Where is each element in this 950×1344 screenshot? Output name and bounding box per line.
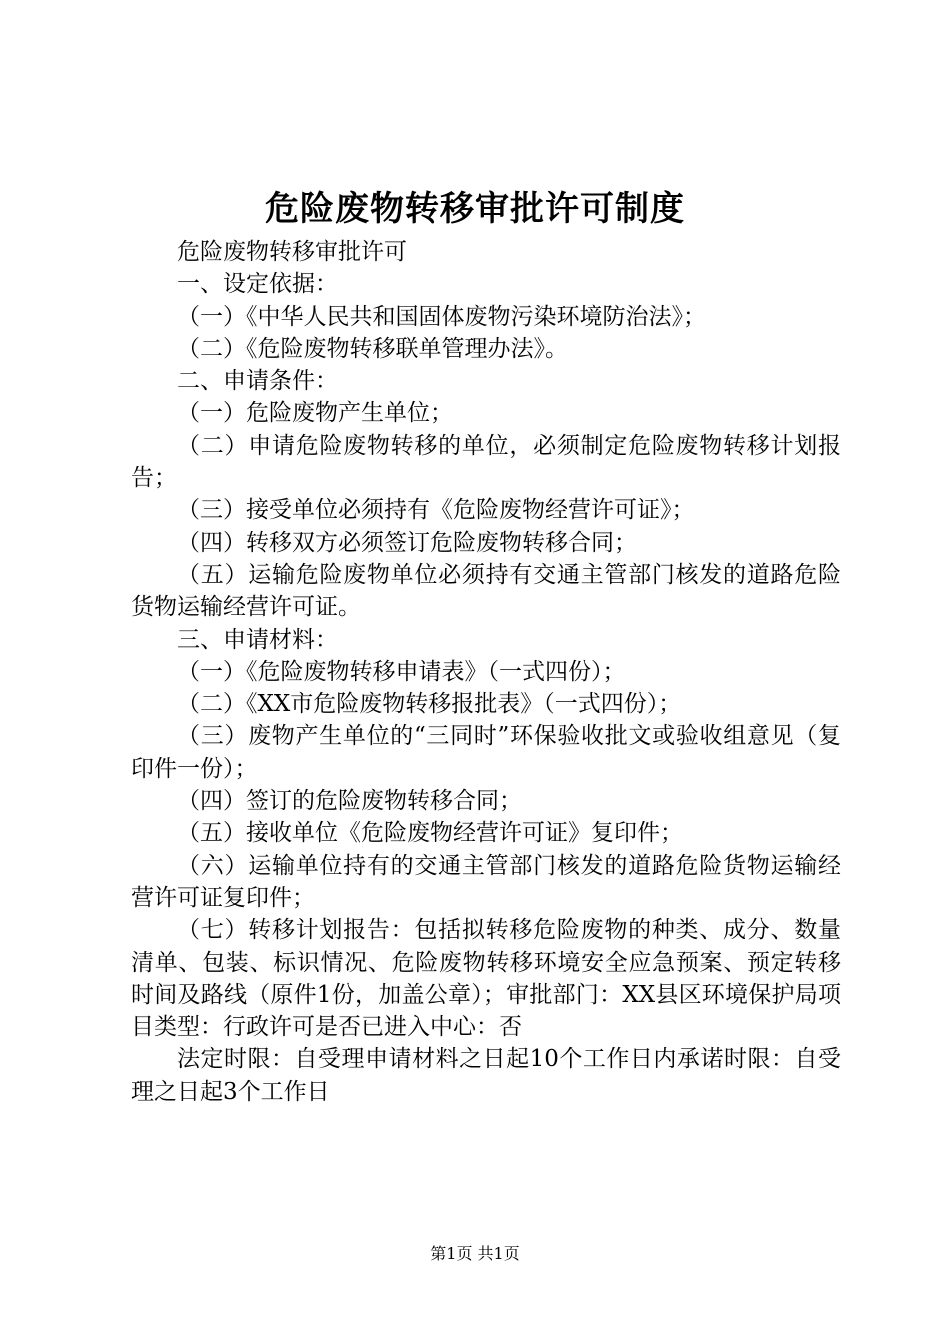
list-item: （二）《危险废物转移联单管理办法》。 xyxy=(177,335,568,362)
list-item: （三）废物产生单位的“三同时”环保验收批文或验收组意见（复印件一份）； xyxy=(131,723,841,782)
page-footer: 第1页 共1页 xyxy=(430,1244,520,1263)
section-heading-basis: 一、设定依据： xyxy=(177,271,338,298)
list-item: （一）《中华人民共和国固体废物污染环境防治法》； xyxy=(177,303,706,330)
list-item: （五）运输危险废物单位必须持有交通主管部门核发的道路危险货物运输经营许可证。 xyxy=(131,561,841,621)
list-item: （六）运输单位持有的交通主管部门核发的道路危险货物运输经营许可证复印件； xyxy=(131,852,841,911)
section-heading-materials: 三、申请材料： xyxy=(177,626,338,653)
section-heading-conditions: 二、申请条件： xyxy=(177,368,338,395)
list-item: （二）《XX市危险废物转移报批表》（一式四份）； xyxy=(177,691,682,718)
list-item: （三）接受单位必须持有《危险废物经营许可证》； xyxy=(177,497,695,524)
list-item: （一）危险废物产生单位； xyxy=(177,400,453,427)
document-title: 危险废物转移审批许可制度 xyxy=(265,189,685,229)
paragraph-intro: 危险废物转移审批许可 xyxy=(177,239,407,265)
paragraph-time-limit: 法定时限：自受理申请材料之日起10个工作日内承诺时限：自受理之日起3个工作日 xyxy=(131,1046,841,1105)
list-item: （五）接收单位《危险废物经营许可证》复印件； xyxy=(177,820,683,847)
list-item: （二）申请危险废物转移的单位，必须制定危险废物转移计划报告； xyxy=(131,432,841,492)
list-item: （一）《危险废物转移申请表》（一式四份）； xyxy=(177,658,626,685)
list-item: （七）转移计划报告：包括拟转移危险废物的种类、成分、数量清单、包装、标识情况、危险废物转移环境安全应急预案、预定转移时间及路线（原件1份，加盖公章）；审批部门：XX县区环境保护局项目类型：行政许可是否已进入中心：否 xyxy=(131,917,841,1041)
list-item: （四）转移双方必须签订危险废物转移合同； xyxy=(177,529,637,556)
document-body xyxy=(131,236,841,1108)
list-item: （四）签订的危险废物转移合同； xyxy=(177,788,522,815)
